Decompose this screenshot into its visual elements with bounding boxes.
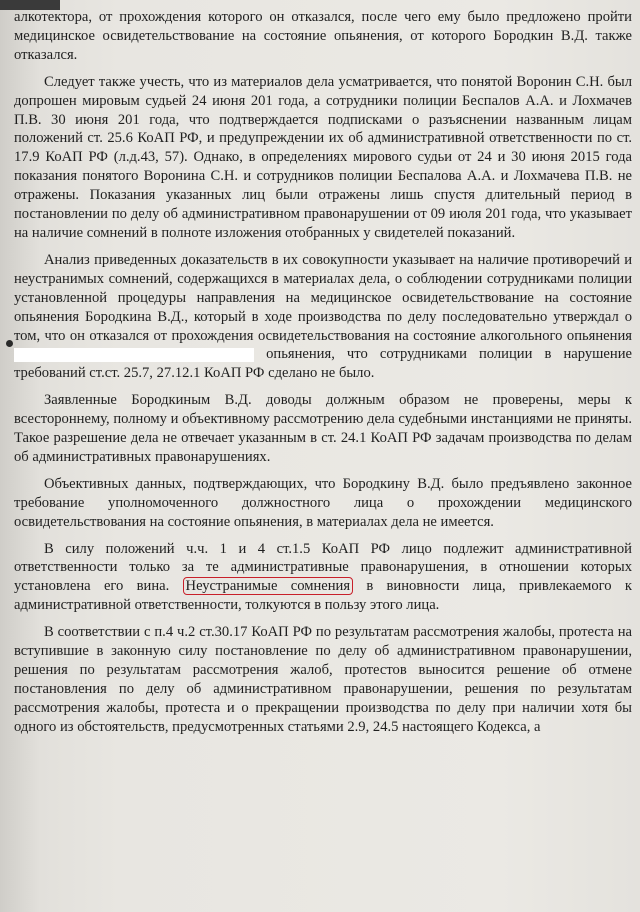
paragraph-3-continuation: опьянения, что сотрудниками полиции в нарушение требований ст.ст. 25.7, 27.12.1 КоАП РФ сделано не было.	[14, 346, 632, 382]
punch-hole-mark	[6, 340, 13, 347]
paragraph-3-text: Анализ приведенных доказательств в их совокупности указывает на наличие противоречий и неустранимых сомнений, содержащихся в материалах дела, о соблюдении сотрудниками полиции установленной процедуры направления на медицинское освидетельствование на состояние опьянения Бородкина В.Д., который в ходе производства по делу последовательно утверждал о том, что он отказался от прохождения освидетельствования на состояние алкогольного опьянения	[14, 251, 632, 344]
paragraph-7: В соответствии с п.4 ч.2 ст.30.17 КоАП РФ по результатам рассмотрения жалобы, протеста на вступившие в законную силу постановление по делу об административном правонарушении, решения по результатам рассмотрения жалоб, протестов выносится решение об отмене постановления по делу об административном правонарушении, решения по результатам рассмотрения жалобы, протеста и о прекращении производства по делу при наличии хотя бы одного из обстоятельств, предусмотренных статьями 2.9, 24.5 настоящего Кодекса, а	[14, 624, 632, 735]
paragraph-6	[14, 540, 632, 616]
paragraph-6-text: В силу положений ч.ч. 1 и 4 ст.1.5 КоАП РФ лицо подлежит административной ответственности только за те административные правонарушения, в отношении которых установлена его вина.	[14, 540, 632, 595]
paragraph-3	[14, 251, 632, 383]
paragraph-6-continuation: в виновности лица, привлекаемого к административной ответственности, толкуются в пользу этого лица.	[14, 578, 632, 614]
highlighted-phrase: Неустранимые сомнения	[183, 577, 354, 595]
document-body	[14, 8, 632, 745]
paragraph-4: Заявленные Бородкиным В.Д. доводы должным образом не проверены, меры к всестороннему, полному и объективному рассмотрению дела судебными инстанциями не приняты. Такое разрешение дела не отвечает указанным в ст. 24.1 КоАП РФ задачам производства по делам об административных правонарушениях.	[14, 392, 632, 465]
redaction-box	[14, 348, 254, 362]
paragraph-5: Объективных данных, подтверждающих, что Бородкину В.Д. было предъявлено законное требование уполномоченного должностного лица о прохождении медицинского освидетельствования на состояние опьянения, в материалах дела не имеется.	[14, 475, 632, 530]
paragraph-1: алкотектора, от прохождения которого он отказался, после чего ему было предложено пройти медицинское освидетельствование на состояние опьянения, от которого Бородкин В.Д. также отказался.	[14, 9, 632, 63]
paragraph-2: Следует также учесть, что из материалов дела усматривается, что понятой Воронин С.Н. был допрошен мировым судьей 24 июня 201 года, а сотрудники полиции Беспалов А.А. и Лохмачев П.В. 30 июня 201 года, что подтверждается подписками о разъяснении названным лицам положений ст. 25.6 КоАП РФ, и предупреждении их об административной ответственности по ст. 17.9 КоАП РФ (л.д.43, 57). Однако, в определениях мирового судьи от 24 и 30 июня 2015 года показания понятого Воронина С.Н. и сотрудников полиции Беспалова А.А. и Лохмачева П.В. не отражены. Показания указанных лиц были отражены лишь спустя длительный период в постановлении по делу об административном правонарушении от 09 июля 201 года, что указывает на наличие сомнений в полноте изложения отобранных у свидетелей показаний.	[14, 73, 632, 241]
